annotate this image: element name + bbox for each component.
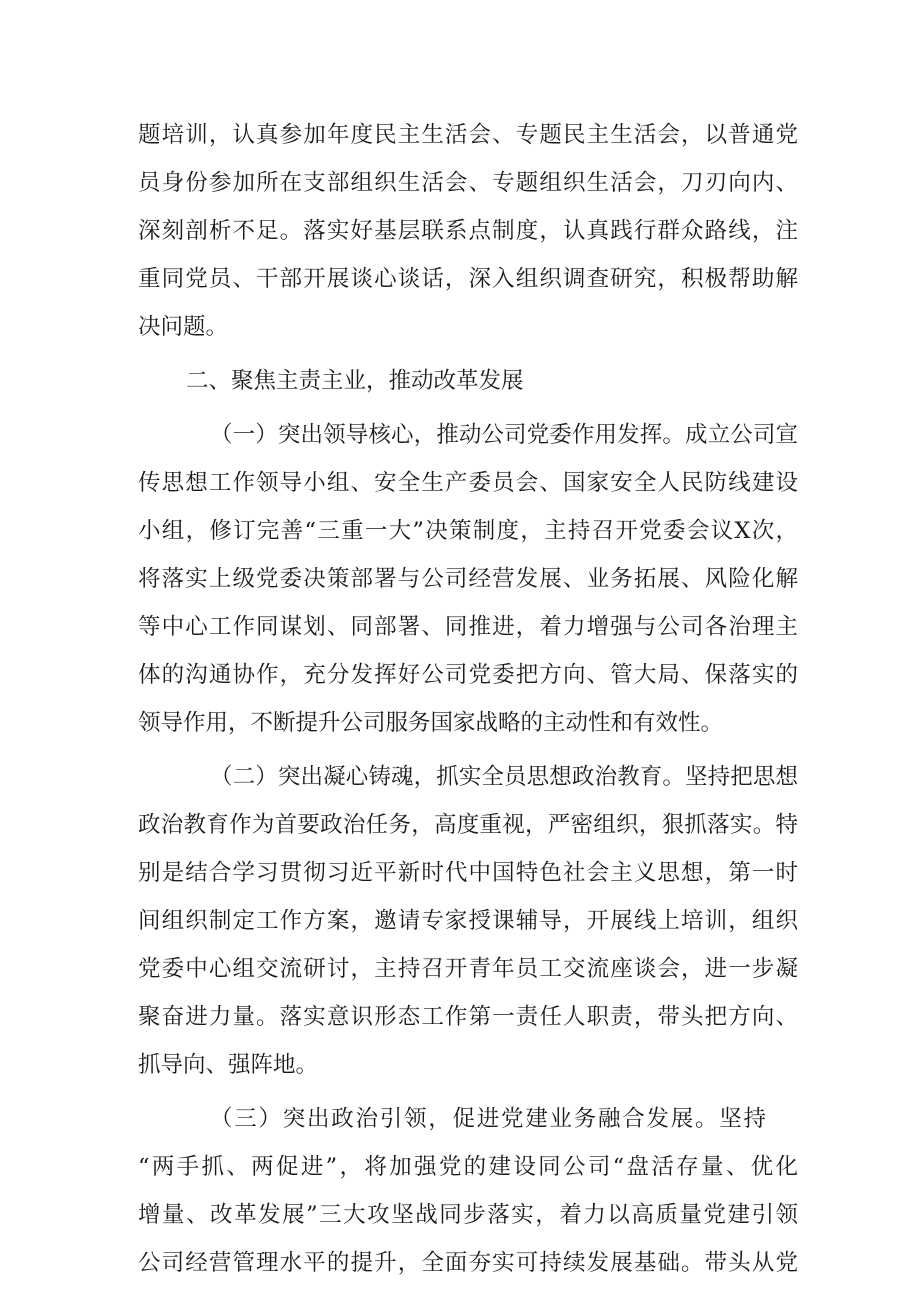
paragraph-line: 等中心工作同谋划、同部署、同推进，着力增强与公司各治理主 bbox=[138, 614, 798, 640]
paragraph-line: 政治教育作为首要政治任务，高度重视，严密组织，狠抓落实。特 bbox=[138, 812, 798, 838]
paragraph-line: 题培训，认真参加年度民主生活会、专题民主生活会，以普通党 bbox=[138, 122, 798, 148]
paragraph-line: 决问题。 bbox=[138, 314, 229, 340]
section-heading: 二、聚焦主责主业，推动改革发展 bbox=[186, 368, 524, 394]
paragraph-line: 小组，修订完善“三重一大”决策制度，主持召开党委会议X次， bbox=[138, 518, 798, 544]
paragraph-line: 间组织制定工作方案，邀请专家授课辅导，开展线上培训，组织 bbox=[138, 908, 798, 934]
paragraph-line: 深刻剖析不足。落实好基层联系点制度，认真践行群众路线，注 bbox=[138, 218, 798, 244]
paragraph-line: （二）突出凝心铸魂，抓实全员思想政治教育。坚持把思想 bbox=[210, 764, 798, 790]
paragraph-line: （一）突出领导核心，推动公司党委作用发挥。成立公司宣 bbox=[210, 422, 798, 448]
paragraph-line: 将落实上级党委决策部署与公司经营发展、业务拓展、风险化解 bbox=[138, 566, 798, 592]
paragraph-line: 员身份参加所在支部组织生活会、专题组织生活会，刀刃向内、 bbox=[138, 170, 798, 196]
paragraph-line: 重同党员、干部开展谈心谈话，深入组织调查研究，积极帮助解 bbox=[138, 266, 798, 292]
paragraph-line: 聚奋进力量。落实意识形态工作第一责任人职责，带头把方向、 bbox=[138, 1004, 798, 1030]
paragraph-line: 领导作用，不断提升公司服务国家战略的主动性和有效性。 bbox=[138, 710, 724, 736]
paragraph-line: 体的沟通协作，充分发挥好公司党委把方向、管大局、保落实的 bbox=[138, 662, 798, 688]
paragraph-line: 别是结合学习贯彻习近平新时代中国特色社会主义思想，第一时 bbox=[138, 860, 798, 886]
paragraph-line: （三）突出政治引领，促进党建业务融合发展。坚持 bbox=[210, 1106, 766, 1132]
paragraph-line: 传思想工作领导小组、安全生产委员会、国家安全人民防线建设 bbox=[138, 470, 798, 496]
paragraph-line: “两手抓、两促进”，将加强党的建设同公司“盘活存量、优化 bbox=[138, 1154, 798, 1180]
paragraph-line: 增量、改革发展”三大攻坚战同步落实，着力以高质量党建引领 bbox=[138, 1202, 798, 1228]
paragraph-line: 党委中心组交流研讨，主持召开青年员工交流座谈会，进一步凝 bbox=[138, 956, 798, 982]
paragraph-line: 公司经营管理水平的提升，全面夯实可持续发展基础。带头从党 bbox=[138, 1250, 798, 1276]
paragraph-line: 抓导向、强阵地。 bbox=[138, 1052, 319, 1078]
